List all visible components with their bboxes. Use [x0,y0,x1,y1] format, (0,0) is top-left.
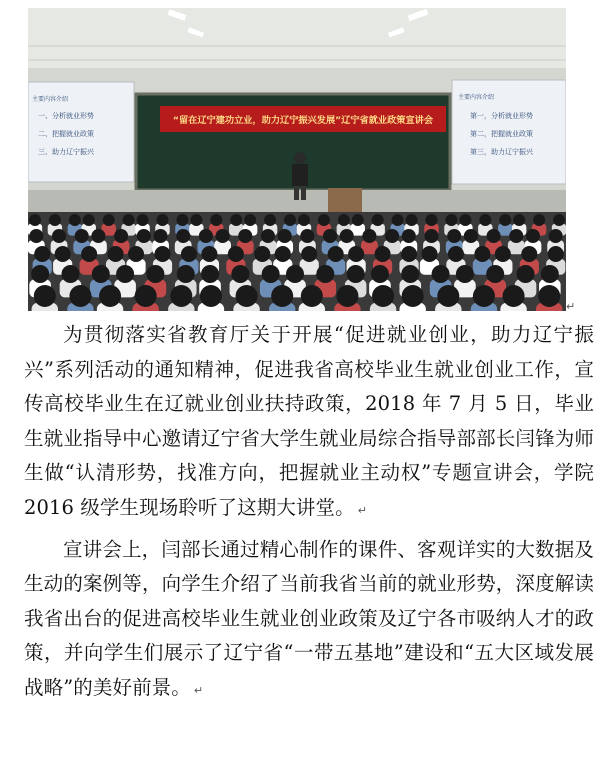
paragraph-text: 为贯彻落实省教育厅关于开展“促进就业创业，助力辽宁振兴”系列活动的通知精神，促进我省高校毕业生就业创业工作，宣传高校毕业生在辽就业创业扶持政策，2018 年 7 月 5 日，毕业生就业指导中心邀请辽宁省大学生就业局综合指导部部长闫锋为师生做“认清形势，找准方向，把握就业主动权”专题宣讲会，学院 2016 级学生现场聆听了这期大讲堂。 [24,323,594,519]
left-screen-item: 一、分析就业形势 [38,112,94,120]
right-screen-slide [458,92,562,157]
return-mark: ↵ [193,683,204,697]
right-screen-title: 主要内容介绍 [458,94,495,101]
article-body [24,318,594,709]
left-screen-title: 主要内容介绍 [32,96,69,103]
article-paragraph [24,533,594,709]
paragraph-text: 宣讲会上，闫部长通过精心制作的课件、客观详实的大数据及生动的案例等，向学生介绍了当前我省当前的就业形势，深度解读我省出台的促进高校毕业生就业创业政策及辽宁各市吸纳人才的政策，并向学生们展示了辽宁省“一带五基地”建设和“五大区域发展战略”的美好前景。 [24,537,594,699]
image-return-mark: ↵ [566,300,576,313]
left-screen-item: 三、助力辽宁振兴 [38,148,94,156]
lecture-photo [28,8,566,311]
left-screen-item: 二、把握就业政策 [38,130,94,138]
right-screen-item: 第二，把握就业政策 [470,130,533,138]
return-mark: ↵ [357,503,368,517]
left-screen-slide [32,94,130,157]
banner-text: “留在辽宁建功立业，助力辽宁振兴发展”辽宁省就业政策宣讲会 [172,115,434,126]
right-screen-item: 第一，分析就业形势 [470,112,533,120]
article-paragraph [24,318,594,529]
right-screen-item: 第三，助力辽宁振兴 [470,148,533,156]
